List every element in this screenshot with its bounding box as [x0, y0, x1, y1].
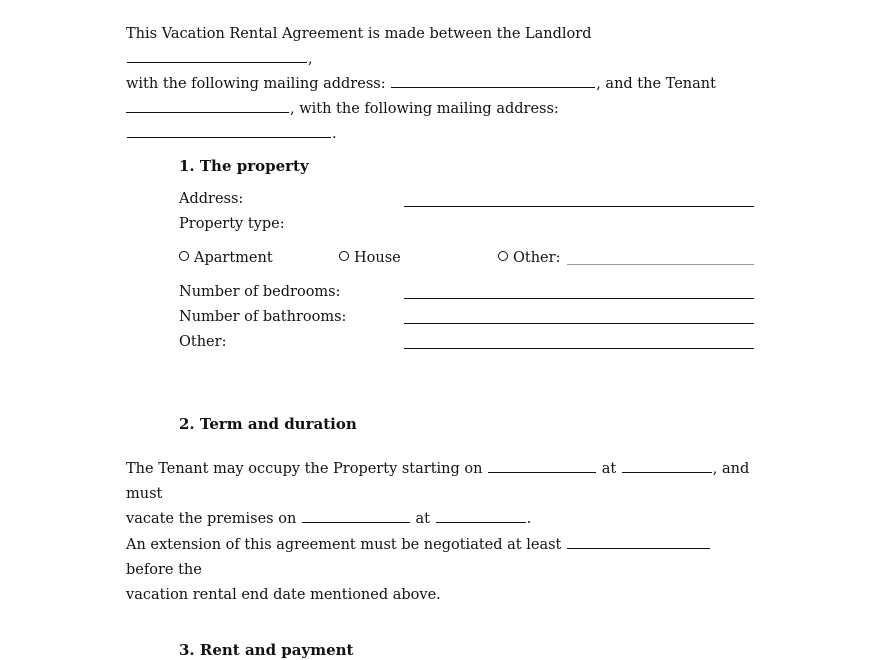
- bathrooms-label: Number of bathrooms:: [179, 309, 347, 325]
- extension-period-blank[interactable]: [567, 533, 710, 549]
- term-paragraph: [126, 457, 756, 532]
- radio-circle-icon[interactable]: [339, 251, 349, 261]
- option-label: House: [354, 250, 401, 266]
- intro-text: with the following mailing address:: [126, 76, 386, 92]
- tenant-name-blank[interactable]: [126, 97, 289, 113]
- intro-text: , with the following mailing address:: [290, 101, 559, 117]
- other-label: Other:: [179, 334, 227, 350]
- term-text: vacate the premises on: [126, 511, 297, 527]
- intro-period: .: [332, 126, 337, 142]
- term-text: at: [601, 461, 617, 477]
- end-time-blank[interactable]: [436, 507, 526, 523]
- term-text: The Tenant may occupy the Property starting on: [126, 461, 483, 477]
- term-text: , and must: [126, 461, 750, 502]
- section-heading-property: 1. The property: [179, 157, 309, 175]
- property-type-label: Property type:: [179, 216, 285, 232]
- start-date-blank[interactable]: [488, 457, 596, 473]
- intro-text: , and the Tenant: [596, 76, 716, 92]
- radio-circle-icon[interactable]: [179, 251, 189, 261]
- option-label: Apartment: [194, 250, 273, 266]
- intro-comma: ,: [308, 51, 313, 67]
- radio-circle-icon[interactable]: [498, 251, 508, 261]
- extension-paragraph: [126, 533, 756, 608]
- extension-text: vacation rental end date mentioned above.: [126, 587, 441, 603]
- other-blank[interactable]: [404, 348, 754, 349]
- end-date-blank[interactable]: [302, 507, 410, 523]
- extension-text: before the: [126, 562, 202, 578]
- option-other[interactable]: [498, 250, 560, 266]
- section-heading-term: 2. Term and duration: [179, 415, 357, 433]
- extension-text: An extension of this agreement must be negotiated at least: [126, 537, 562, 553]
- bedrooms-blank[interactable]: [404, 298, 754, 299]
- option-label: Other:: [513, 250, 561, 266]
- address-blank[interactable]: [404, 206, 754, 207]
- intro-text: This Vacation Rental Agreement is made between the Landlord: [126, 26, 592, 42]
- term-text: at: [415, 511, 431, 527]
- landlord-address-blank[interactable]: [391, 72, 595, 88]
- intro-paragraph: [126, 22, 756, 147]
- tenant-address-blank[interactable]: [127, 122, 331, 138]
- option-apartment[interactable]: [179, 250, 273, 266]
- bathrooms-blank[interactable]: [404, 323, 754, 324]
- option-house[interactable]: [339, 250, 401, 266]
- bedrooms-label: Number of bedrooms:: [179, 284, 341, 300]
- other-type-blank[interactable]: [567, 264, 754, 265]
- start-time-blank[interactable]: [622, 457, 712, 473]
- section-heading-rent: 3. Rent and payment: [179, 641, 354, 659]
- term-period: .: [526, 511, 532, 527]
- landlord-name-blank[interactable]: [127, 47, 307, 63]
- address-label: Address:: [179, 191, 244, 207]
